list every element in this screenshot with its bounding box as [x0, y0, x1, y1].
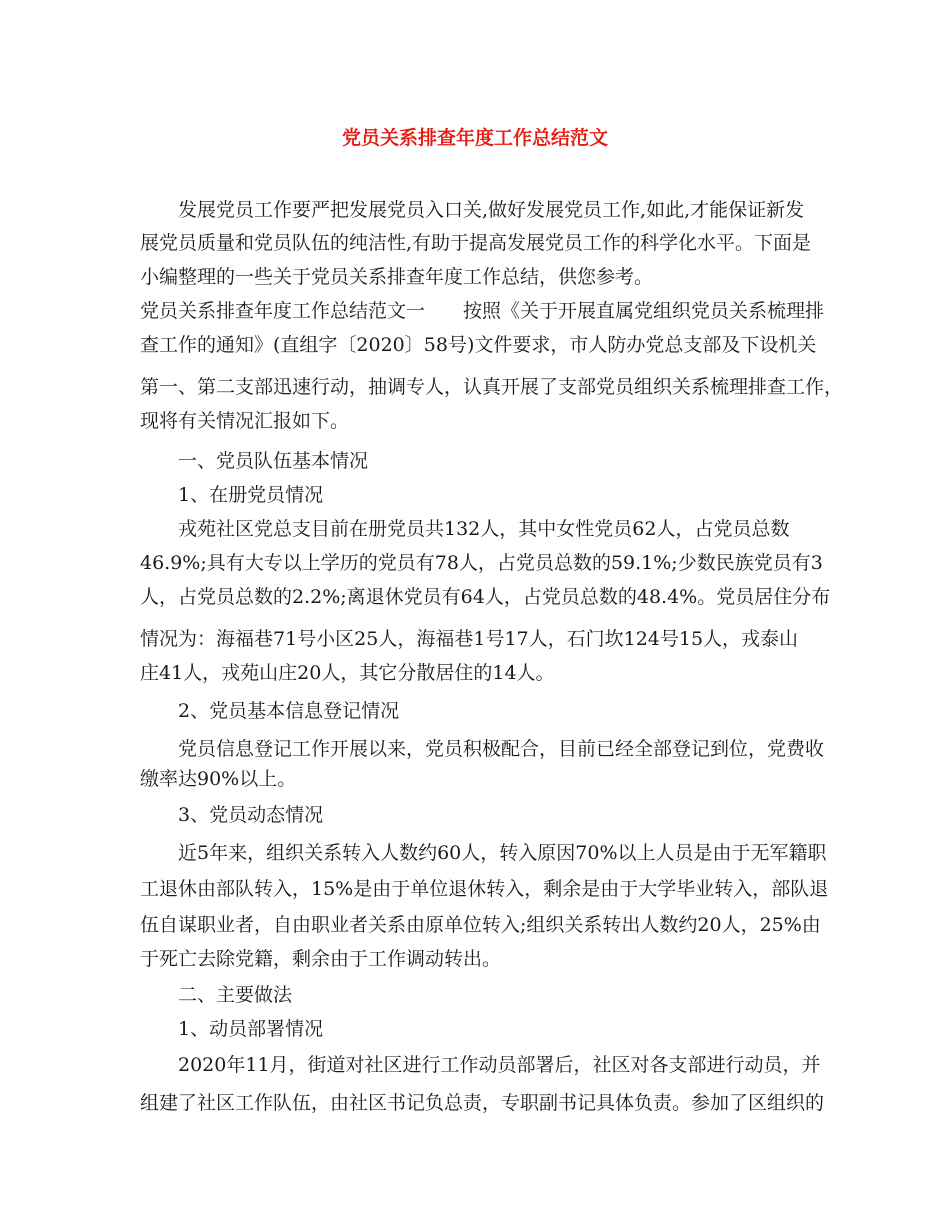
paragraph-line: 于死亡去除党籍，剩余由于工作调动转出。 [140, 948, 502, 970]
paragraph-line: 46.9%;具有大专以上学历的党员有78人，占党员总数的59.1%;少数民族党员有3 [140, 552, 823, 574]
paragraph-line: 情况为：海福巷71号小区25人，海福巷1号17人，石门坎124号15人，戎泰山 [140, 628, 799, 650]
paragraph-line: 第一、第二支部迅速行动，抽调专人，认真开展了支部党员组织关系梳理排查工作， [140, 376, 844, 398]
paragraph-line: 工退休由部队转入，15%是由于单位退休转入，剩余是由于大学毕业转入，部队退 [140, 878, 829, 900]
paragraph-line: 党员信息登记工作开展以来，党员积极配合，目前已经全部登记到位，党费收 [178, 738, 825, 760]
subsection-heading: 1、在册党员情况 [178, 484, 324, 506]
paragraph-line: 现将有关情况汇报如下。 [140, 410, 350, 432]
document-title: 党员关系排查年度工作总结范文 [341, 127, 608, 149]
paragraph-line: 庄41人，戎苑山庄20人，其它分散居住的14人。 [140, 662, 555, 684]
paragraph-line: 组建了社区工作队伍，由社区书记负总责，专职副书记具体负责。参加了区组织的 [140, 1092, 825, 1114]
subsection-heading: 3、党员动态情况 [178, 804, 324, 826]
paragraph-line: 小编整理的一些关于党员关系排查年度工作总结，供您参考。 [140, 266, 654, 288]
paragraph-line: 戎苑社区党总支目前在册党员共132人，其中女性党员62人，占党员总数 [178, 518, 790, 540]
paragraph-line: 2020年11月，街道对社区进行工作动员部署后，社区对各支部进行动员，并 [178, 1054, 821, 1076]
paragraph-line: 发展党员工作要严把发展党员入口关,做好发展党员工作,如此,才能保证新发 [178, 199, 805, 221]
section-heading: 二、主要做法 [178, 984, 293, 1006]
paragraph-line: 查工作的通知》(直组字〔2020〕58号)文件要求，市人防办党总支部及下设机关 [140, 334, 817, 356]
subsection-heading: 1、动员部署情况 [178, 1018, 324, 1040]
paragraph-line: 近5年来，组织关系转入人数约60人，转入原因70%以上人员是由于无军籍职 [178, 842, 827, 864]
paragraph-line: 展党员质量和党员队伍的纯洁性,有助于提高发展党员工作的科学化水平。下面是 [140, 232, 812, 254]
paragraph-line: 缴率达90%以上。 [140, 768, 297, 790]
section-heading: 一、党员队伍基本情况 [178, 450, 369, 472]
paragraph-line: 人，占党员总数的2.2%;离退休党员有64人，占党员总数的48.4%。党员居住分布 [140, 586, 831, 608]
paragraph-line: 伍自谋职业者，自由职业者关系由原单位转入;组织关系转出人数约20人，25%由 [140, 914, 821, 936]
paragraph-line: 党员关系排查年度工作总结范文一 按照《关于开展直属党组织党员关系梳理排 [140, 300, 825, 322]
subsection-heading: 2、党员基本信息登记情况 [178, 700, 400, 722]
